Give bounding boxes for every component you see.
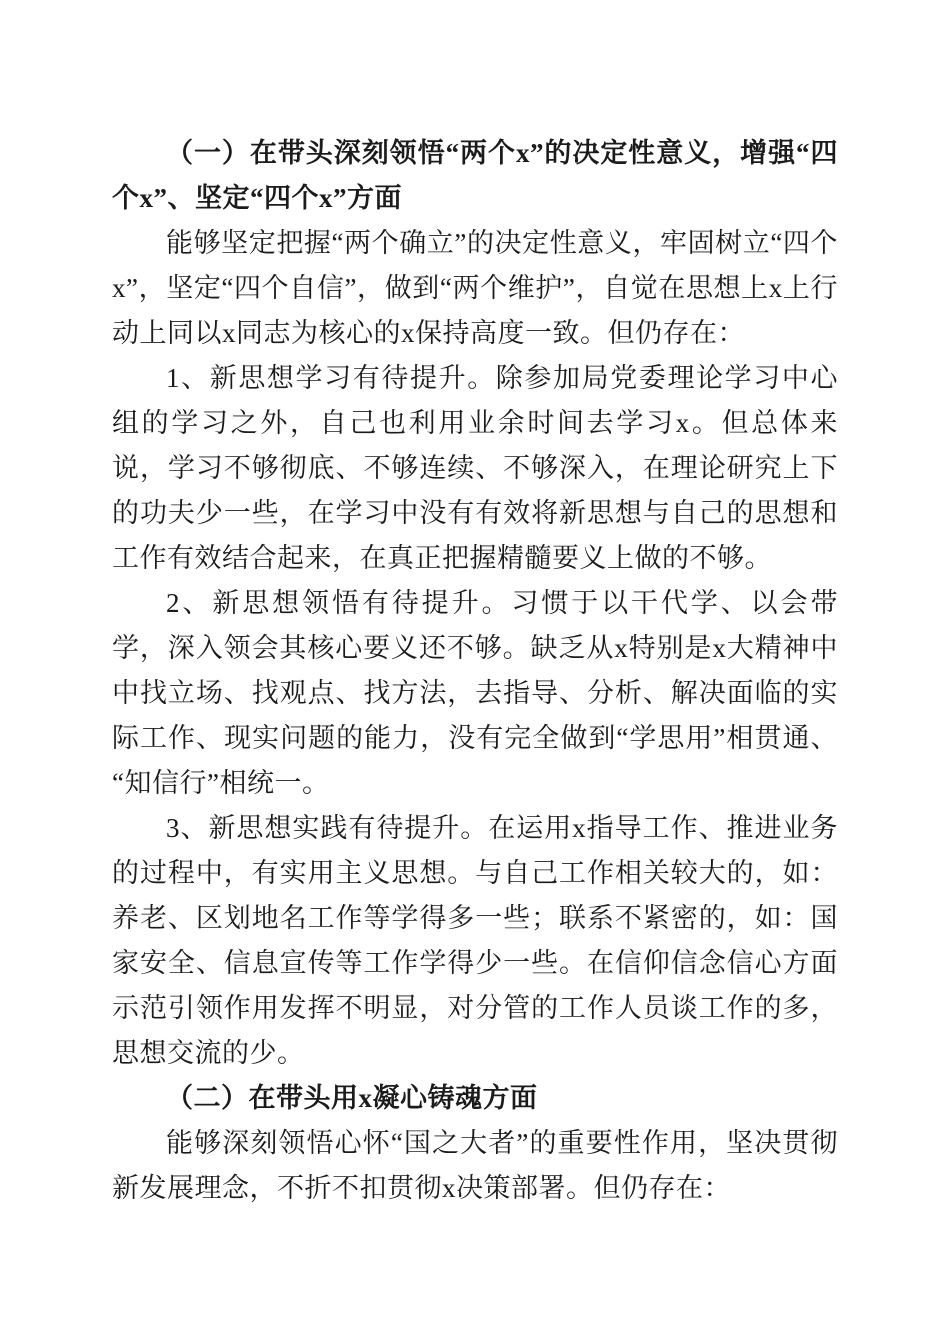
section-1-point-2-paragraph: 2、新思想领悟有待提升。习惯于以干代学、以会带学，深入领会其核心要义还不够。缺乏从x特别是x大精神中中找立场、找观点、找方法，去指导、分析、解决面临的实际工作、现实问题的能力，没有完全做到“学思用”相贯通、“知信行”相统一。 [112,588,838,798]
section-heading-1: （一）在带头深刻领悟“两个x”的决定性意义，增强“四个x”、坚定“四个x”方面 [112,138,838,213]
section-2-intro-paragraph: 能够深刻领悟心怀“国之大者”的重要性作用，坚决贯彻新发展理念，不折不扣贯彻x决策部署。但仍存在： [112,1128,838,1203]
section-1-intro-paragraph: 能够坚定把握“两个确立”的决定性意义，牢固树立“四个x”，坚定“四个自信”，做到“两个维护”，自觉在思想上x上行动上同以x同志为核心的x保持高度一致。但仍存在： [112,228,838,348]
document-body [112,131,838,1211]
section-1-point-1-paragraph: 1、新思想学习有待提升。除参加局党委理论学习中心组的学习之外，自己也利用业余时间去学习x。但总体来说，学习不够彻底、不够连续、不够深入，在理论研究上下的功夫少一些，在学习中没有有效将新思想与自己的思想和工作有效结合起来，在真正把握精髓要义上做的不够。 [112,363,838,573]
section-1-point-3-paragraph: 3、新思想实践有待提升。在运用x指导工作、推进业务的过程中，有实用主义思想。与自己工作相关较大的，如：养老、区划地名工作等学得多一些；联系不紧密的，如：国家安全、信息宣传等工作学得少一些。在信仰信念信心方面示范引领作用发挥不明显，对分管的工作人员谈工作的多，思想交流的少。 [112,813,838,1068]
section-heading-2: （二）在带头用x凝心铸魂方面 [166,1083,538,1113]
